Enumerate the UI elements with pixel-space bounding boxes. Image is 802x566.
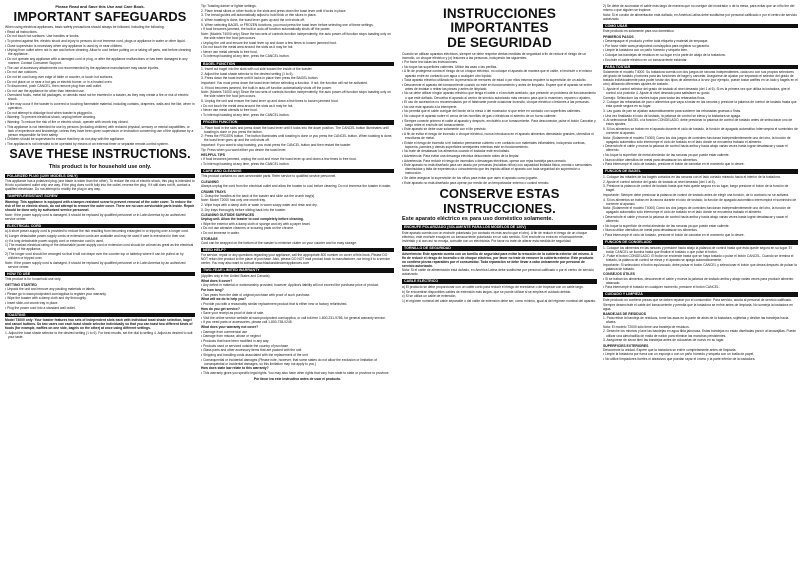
list-item: • Do not touch hot surfaces. Use handles or knobs.: [5, 34, 80, 39]
list-item: • No toque las superficies calientes. Utilice las asas o las perillas.: [402, 64, 498, 69]
how-to-use-text: This product is for household use only.: [5, 277, 62, 282]
spanish-tamper-heading: TORNILLO DE SEGURIDAD: [402, 246, 597, 251]
list-item: b) Se encuentran disponibles cables de extensión más largos, que se puede utilizar si se emplea el cuidado debido.: [402, 289, 572, 294]
list-item: • Do not let cord hang over edge of table or counter, or touch hot surfaces.: [5, 74, 114, 79]
safeguards-title: IMPORTANT SAFEGUARDS: [13, 9, 187, 24]
list-item: • Desempaque el producto y retire toda etiqueta y material de empaque.: [603, 38, 709, 43]
list-item: 1. Para retirar la bandeja de residuos, tome las asas en la parte de atrás de la tostadora, sujételas y deslice las bandejas hacia afuera.: [603, 316, 789, 325]
list-item: • Consequential or incidental damages (Please note, however, that some states do not allow the exclusion or limitation of consequential or incidental damages, so this limitation may not apply to you.): [201, 357, 377, 366]
list-item: • Nunca utilice utensilios de metal para desatascar los alimentos.: [603, 157, 698, 162]
list-item: • If food becomes jammed, unplug the cord and move the toast lever up and down a few times to free food.: [201, 157, 357, 162]
spanish-cord-list: [402, 285, 597, 303]
list-item: • Damage from commercial use: [201, 329, 248, 334]
list-item: • Para interrumpir el tostado en cualquier momento, presione el botón CANCEL.: [603, 285, 720, 290]
spanish-toast-heading: PARA TOSTAR: [603, 65, 798, 70]
list-item: 2. Adjust the toast shade selector to the desired setting (1 to 6).: [201, 71, 294, 76]
list-item: • Se debe asegurar la supervisión de los niños para evitar que usen el aparato como juguete.: [402, 176, 539, 181]
list-item: • Never use metal utensils to free food.: [201, 108, 258, 113]
spanish-care-text: Este producto no contiene piezas que se deben reparar por el consumidor. Para servicio, acuda al personal de servicio calificado.: [603, 297, 793, 302]
jam-notes: [201, 27, 394, 58]
list-item: • A fin de evitar el riesgo de incendio o choque eléctrico, nunca introduzca en el aparato alimentos demasiado grandes, utensilios ni envolturas de metal.: [402, 132, 594, 141]
list-item: 2. Pulse el botón CONGELADO. El botón se enciende hasta que se haya tostado o pulse el botón CANCEL. Cuando se termina el tostado, la palanca de control se eleva y el aparato se apaga automáticamente.: [603, 254, 794, 263]
spanish-toast-steps: [603, 87, 798, 166]
list-item: 2. Coloque las rebanadas de pan o alimentos que vaya a tostar en las ranuras y presione la palanca de control de tostado hasta que ésta quede segura en su lugar.: [603, 100, 797, 109]
list-item: • No utilice limpiadores fuertes ni abrasivos que puedan rayar el cromo y la parte inferior de la tostadora.: [603, 357, 756, 362]
list-item: • Limpie la tostadora con un paño húmedo y séquela bien.: [603, 48, 688, 53]
spanish-how-heading: CÓMO USAR: [603, 24, 798, 29]
spanish-save-title-line2: INSTRUCCIONES.: [443, 200, 556, 216]
list-item: Note: (Models T4000 only) Since the two sets of controls function independently, the auto power-off function stops toasting only on the side where the food jam occurs.: [201, 31, 391, 40]
spanish-tips-heading: CONSEJOS ÚTILES: [603, 272, 635, 277]
tamper-screw-text: Warning: This appliance is equipped with a tamper-resistant screw to prevent removal of the outer cover. To reduce the risk of fire or electric shock, do not attempt to remove the outer cover. There are no user-serviceable parts inside. Repair should be done only by authorized service personnel.: [5, 199, 195, 213]
spanish-care-text-2: Siempre desenchufe el cable del tomacorriente y permita que la tostadora se enfríe antes de limpiarla. No sumerja la tostadora en agua.: [603, 302, 793, 311]
crumb-trays-heading: CRUMB TRAYS: [201, 189, 226, 194]
warranty-a5: [201, 330, 394, 366]
list-item: • If food becomes jammed, the built-in auto-off function automatically shuts off the power.: [201, 27, 331, 32]
list-item: a) A short power-supply cord is provided to reduce the risk resulting from becoming entangled in or tripping over a longer cord.: [5, 229, 189, 234]
spanish-how-text: Este producto es solamente para uso doméstico.: [603, 29, 675, 34]
warranty-q4: How do you get service?: [201, 306, 240, 311]
spanish-frozen-steps: [603, 246, 798, 271]
list-item: • Coloque las bandejas de residuos en su lugar en la parte de abajo de la tostadora.: [603, 52, 726, 57]
warranty-q3: What will we do to help you?: [201, 297, 247, 302]
list-item: • This appliance is not intended for use by persons (including children) with reduced physical, sensory or mental capabilities, or lack of experience and knowledge, unless they have been given supervision or instruction concerning use of the appliance by a person responsible for their safety.: [5, 124, 194, 137]
list-item: • Do not immerse in water.: [201, 231, 240, 236]
list-item: 2. Press the FROZEN button. The button illuminates until toasting is done or you press the CANCEL button. When toasting is done, the toast lever goes up and the unit shuts off.: [201, 134, 393, 143]
list-item: • No coloque el aparato sobre ni cerca de las hornillas de gas o eléctricas ni adentro de un horno caliente.: [402, 114, 557, 119]
list-item: • Please go to www.prodprotect.com/applica to register your warranty.: [5, 291, 107, 296]
spanish-safeguards-list: [402, 60, 597, 185]
list-item: • Para interrumpir el ciclo de tostado, presione el botón de cancelar en el momento que lo desee.: [603, 162, 745, 167]
list-item: 3. Press down the toast lever until it locks in place then press the BAGEL button.: [201, 76, 319, 81]
list-item: • Do not operate any appliance with a damaged cord or plug, or after the appliance malfunctions or has been damaged in any manner. Contact Consumer Support.: [5, 56, 188, 65]
list-item: • Shipping and handling costs associated with the replacement of the unit: [201, 352, 308, 357]
list-item: • No use este aparato a la intemperie.: [402, 104, 458, 109]
warranty-a1: • Any defect in material or workmanship provided; however, Applica's liability will not exceed the purchase price of product.: [201, 283, 380, 288]
list-item: 1. Coloque los alimentos en las ranuras y presione hacia abajo la palanca de control hasta que ésta quede segura en su lugar. El botón CANCEL se ilumina hasta que finalice el tostado o que pulse el botón.: [603, 245, 792, 254]
list-item: • Do not touch the metal area around the slots as it may be hot.: [201, 45, 294, 50]
toasting-text: Model T4000 only: Your toaster features two sets of independent slots each with individual toast shade selection, bagel and cancel buttons. So two users can each toast shade selector individually so that you can toast two different kinds of foods (for example, waffles on one side, bagels on the other) at once using different settings.: [5, 318, 193, 331]
spanish-safeguards-column: [402, 4, 597, 304]
list-item: 5. Si los alimentos se traban en el aparato durante el ciclo de tostado, la función de apagado automático interrumpirá el suministro de corriente al aparato.: [603, 126, 798, 135]
spanish-bagel-steps: [603, 175, 798, 237]
care-heading: CARE AND CLEANING: [201, 169, 394, 174]
spanish-cord-note: Nota: Si el cordón de alimentación está dañado, en América Latina debe sustituirse por personal calificado o por el centro de servicio autorizado.: [603, 12, 798, 21]
tamper-screw-heading: TAMPER-RESISTANT SCREW: [5, 194, 195, 199]
list-item: • To interrupt toasting at any time, press the CANCEL button.: [201, 161, 290, 166]
list-item: • Desenchufe el cable y mueva la palanca de control hacia arriba y hacia abajo varias veces hasta lograr desatascar y sacar el alimento.: [603, 144, 788, 153]
electrical-cord-list: [5, 229, 195, 268]
list-item: c) Si se utiliza un cable de extensión,: [402, 294, 457, 299]
list-item: • Read all instructions.: [5, 29, 38, 34]
list-item: 1. Ajuste el control selector del grado de tostado al nivel deseado (del 1 al 6). Si es la primera vez que utiliza la tostadora, gire el control a la posición 4. Ajuste al nivel deseado para satisfacer su gusto.: [603, 86, 791, 95]
list-item: • Never use metal utensils to free food.: [201, 49, 258, 54]
list-item: Importante: Si seleccionó el botón equivocado, debe pulsar el botón CANCEL y seleccionar el botón que desea después de pulsar la palanca de tostado.: [603, 262, 797, 271]
list-item: 1) The marked electrical rating of the detachable power-supply cord or extension cord should be at least as great as the electrical rating of the appliance,: [5, 243, 194, 252]
top-note: Please Read and Save this Use and Care Book.: [55, 4, 145, 9]
getting-started-list: [5, 287, 195, 310]
polarized-plug-text: This appliance has a polarized plug (one blade is wider than the other). To reduce the risk of electric shock, this plug is intended to fit into a polarized outlet only one way. If the plug does not fit fully into the outlet, reverse the plug. If it still does not fit, contact a qualified electrician. Do not attempt to modify the plug in any way.: [5, 179, 195, 192]
list-item: • The appliance is not intended to be operated by means of an external timer or separate remote-control system.: [5, 142, 169, 147]
spanish-tips-list: [603, 277, 798, 290]
toasting-heading: TOASTING: [5, 313, 195, 318]
spanish-exterior-text: Desconecte la unidad. Espere que la tostadora se enfríe completamente antes de limpiarla.: [603, 347, 737, 352]
english-safeguards-column: [5, 4, 195, 340]
list-item: • A fin de protegerse contra el riesgo de un choque eléctrico, no coloque el aparato de manera que el cable, el enchufe o el mismo aparato entre en contacto con agua o cualquier otro líquido.: [402, 69, 592, 78]
list-item: • Si se traban los alimentos, desconecte el cable y mueva la palanca de tostado arriba y abajo varias veces para producir alimento atascado.: [603, 276, 794, 285]
list-item: Consejo: Seleccione los niveles bajos para tostar las rebanadas finas.: [603, 95, 706, 100]
spanish-care-heading: CUIDADO Y LIMPIEZA: [603, 292, 798, 297]
list-item: 4. Al seleccionar BAGEL o la función CONGELADO, debe presionar la palanca de control de tostado antes de seleccionar uno de estos ajustes.: [603, 118, 793, 127]
warranty-a3: • Provide you with a reasonably similar replacement product that is either new or factory refurbished.: [201, 301, 348, 306]
list-item: b) Longer detachable power-supply cords or extension cords are available and may be used if care is exercised in their use.: [5, 234, 186, 239]
spanish-trays-steps: [603, 316, 798, 342]
list-item: • Save your receipt as proof of date of sale.: [201, 311, 265, 316]
list-item: Tip: Press when you want either you desire the toast lever.: [201, 147, 287, 152]
list-item: 1. Place food in the slots and press down the toast lever until it locks into the down position. The CANCEL button illuminates until toasting is done or you press the button.: [201, 125, 389, 134]
storage-heading: STORAGE: [201, 236, 218, 241]
list-item: Nota: (Solamente el modelo T4000) Como los dos juegos de controles funcionan independientemente uno del otro, la función de apagado automático sólo interrumpe el ciclo de tostado en el lado donde se encuentra trabado el alimento.: [603, 135, 791, 144]
spanish-read-note: Por favor lea este instructivo antes de usar el producto.: [253, 376, 342, 381]
list-item: 1) el régimen nominal del cable separable o del cable de extensión debe ser, como mínimo, igual al del régimen nominal del aparato.: [402, 299, 597, 303]
list-item: • Advertencia: Para evitar una descarga eléctrica desconecte antes de la limpiar.: [402, 154, 520, 159]
list-item: • To interrupt toasting at any time, press the CANCEL button.: [201, 112, 290, 117]
list-item: 1. Adjust the toast shade selector to the desired setting (1 to 6). For best results, set the dial to setting 4. Adjust as desired to suit your taste.: [5, 330, 193, 339]
list-item: • Do not use outdoors.: [5, 70, 38, 75]
list-item: • Limpie la tostadora por fuera con un esponja o con un paño húmedo y séquela con un toalla de papel.: [603, 352, 755, 357]
spanish-cord-heading: CABLE ELÉCTRICO: [402, 279, 597, 284]
spanish-first-steps-list: [603, 39, 798, 62]
list-item: • Do not place on or near a hot gas or electric burner, or in a heated oven.: [5, 79, 113, 84]
list-item: • Por favor visite www.prodprotect.com/applica para registrar su garantía.: [603, 43, 710, 48]
list-item: Note: If the power supply cord is damaged, it should be replaced by qualified personnel or in Latin America by an authorized service center.: [5, 260, 186, 269]
list-item: • Close supervision is necessary when any appliance is used by or near children.: [5, 43, 123, 48]
list-item: 3. Asegúrese de secar bien las bandejas antes de colocarlas de nuevo en su lugar.: [603, 338, 725, 343]
list-item: 1. Grasp the handles at the back of the toaster and slide out the crumb tray(s).: [201, 193, 316, 198]
toasting-tip: Tip: Toasting darker or lighter settings.: [201, 4, 257, 8]
list-item: • Unplug the unit and ensure the toast lever up and down a few times to loosen jammed food.: [201, 40, 337, 45]
cleaning-heading: CLEANING: [201, 179, 219, 184]
bagel-heading: BAGEL FUNCTION: [201, 62, 394, 67]
list-item: • To protect against fire, electric shock and injury to persons do not immerse cord, plugs or appliance in water or other liquid.: [5, 38, 186, 43]
spanish-tamper-text: Advertencia: Este aparato cuenta con un tornillo de seguridad para evitar la remoción de la cubierta exterior del mismo. A fin de reducir el riesgo de incendio o de choque eléctrico, por favor no trate de remover la cubierta exterior. Este producto no contiene piezas reparables por el consumidor. Toda reparación se debe llevar a cabo únicamente por personal de servicio autorizado.: [402, 251, 594, 268]
list-item: 3. The bread guides will automatically adjust to hold thick or thin slices in place.: [201, 13, 317, 18]
list-item: Importante: Siempre debe presionar la palanca de control de tostado antes de elegir una función, de lo contrario no se activará.: [603, 192, 790, 197]
need-help-heading: NEED HELP?: [201, 248, 394, 253]
list-item: • Este aparato no está diseñado para ser usado por personas (incluidas niños) con capacidad limitada física, mental o sensoriales disminuidas y falta de experiencia o conocimiento que les impida utilizar el aparato con toda seguridad sin supervisión o instrucción.: [402, 163, 592, 176]
list-item: • Desconecte el aparato del tomacorriente cuando no esté en funcionamiento y antes de limpiarlo. Espere que el aparato se enfríe antes de instalar o retirar las piezas y antes de limpiarlo.: [402, 82, 593, 91]
frozen-heading: FROZEN FUNCTION: [201, 120, 394, 125]
list-item: • Para interrumpir el ciclo de tostado, presione el botón de cancelar en el momento que lo desee.: [603, 232, 745, 237]
list-item: • No toque la superficie de metal alrededor de las ranuras ya que puede estar caliente.: [603, 223, 730, 228]
list-item: a) El producto se debe proporcionar con un cable corto para reducir el riesgo de enredarse o de tropezar con un cable largo.: [402, 285, 584, 290]
list-item: • Enchufe el cable eléctrico en un tomacorriente estándar.: [603, 57, 688, 62]
list-item: • A fire may occur if the toaster is covered or touching flammable material, including curtains, draperies, walls and the like, when in operation.: [5, 102, 195, 111]
list-item: • To disconnect, push CANCEL, then remove plug from wall outlet.: [5, 84, 102, 89]
list-item: • No permita que el cable cuelgue del borde de la mesa o del mostrador ni que entre en contacto con superficies calientes.: [402, 109, 581, 114]
spanish-exterior-heading: SUPERFICIES EXTERIORES: [603, 343, 649, 348]
safeguards-list: [5, 30, 195, 147]
spanish-title-line1: INSTRUCCIONES IMPORTANTES: [442, 6, 557, 35]
list-item: 1. Coloque las mitades de los bagels cortados en las ranuras con el lado cortado mirando hacia el interior de la tostadora.: [603, 174, 781, 179]
warranty-a6: • This warranty gives you specific legal rights. You may also have other rights that vary from state to state or province to province.: [201, 370, 390, 375]
list-item: • Do not touch the metal area around the slots as it may be hot.: [201, 103, 294, 108]
list-item: • Unpack the unit and remove any packing materials or labels.: [5, 286, 96, 291]
list-item: 3. Dry trays thoroughly before sliding back into the toaster.: [201, 207, 287, 212]
list-item: Important: You must press down the toast lever before selecting a function. If not, the function will not be activated.: [201, 81, 368, 86]
toasting-steps: [5, 331, 195, 339]
list-item: • No se debe utilizar ningún aparato eléctrico que tenga el cable o el enchufe averiado, que presente un problema de funcionamiento o que esté dañado. Devuelva el aparato al centro de servicio autorizado más cercano para que lo examinen, reparen o ajusten.: [402, 91, 596, 100]
storage-text: Cord can be wrapped on the bottom of the toaster to minimize clutter on your counter and for easy storage.: [201, 240, 357, 245]
list-item: • Do not attempt to dislodge food when toaster is plugged in.: [5, 110, 94, 115]
household-note: This product is for household use only.: [48, 164, 152, 171]
list-item: • Advertencia: Para reducir el riesgo de incendios o descargas eléctricas, operar con rejas bandeja para cerrado.: [402, 158, 567, 163]
tamper-screw-note: Note: If the power supply cord is damaged, it should be replaced by qualified personnel or in Latin America by an authorized service center.: [5, 212, 186, 221]
list-item: • Wipe the exterior with a damp cloth or sponge and dry with a paper towel.: [201, 221, 311, 226]
polarized-plug-heading: POLARIZED PLUG (120V MODELS ONLY): [5, 174, 195, 179]
list-item: Nota: (Solamente el modelo T4000) Como los dos juegos de controles funcionan independientemente uno del otro, la función de apagado automático sólo interrumpe el ciclo de tostado en el lado donde se encuentra trabado el alimento.: [603, 206, 791, 215]
list-item: 4. When toasting is done, the toast lever goes up and the unit shuts off.: [201, 17, 305, 22]
list-item: 4. If food becomes jammed, the built-in auto-off function automatically shuts off the power.: [201, 85, 332, 90]
list-item: 2. Wipe trays with a damp cloth or wash in warm soapy water and rinse and dry.: [201, 202, 318, 207]
list-item: 4. Si los alimentos se traban en la ranura durante el ciclo de tostado, la función de apagado automático interrumpirá el suministro de corriente al aparato.: [603, 197, 797, 206]
list-item: • Por favor lea todas las instrucciones.: [402, 60, 458, 65]
list-item: 2. Place bread slices or other foods in the slots and press down the toast lever until it locks in place.: [201, 8, 347, 13]
how-to-use-heading: HOW TO USE: [5, 272, 195, 277]
list-item: Important: If you want to stop toasting, you must press the CANCEL button and then restart the toaster.: [201, 142, 352, 147]
electrical-cord-heading: ELECTRICAL CORD: [5, 224, 195, 229]
spanish-toast-text: Solamente el modelo T4000: Su tostadora cuenta con dos juegos de ranuras independientes, cada uno con sus propios selectores del grado de tostado y botones para las funciones de bagel y cancelar. Asegúrese de ajustar por separado el selector del grado de tostado individualmente para poder tostar dos tipos de alimentos a la vez (por ejemplo, puede tostar waffles en un lado y bagels en el otro) utilizando diferentes ajustes de tostado.: [603, 70, 798, 87]
warranty-q6: How does state law relate to this warranty?: [201, 366, 269, 371]
list-item: • Products that have been modified in any way: [201, 339, 269, 343]
getting-started-heading: GETTING STARTED: [5, 282, 37, 287]
list-item: 3. Presione la palanca de control de tostado hasta que ésta quede segura en su lugar, luego presione el botón de la función de bagel.: [603, 184, 789, 193]
list-item: 3. Las guías de pan se ajustan automáticamente para sostener las rebanadas gruesas o finas.: [603, 108, 742, 113]
list-item: • The use of accessory attachments not recommended by the appliance manufacturer may cause injuries.: [5, 65, 160, 70]
list-item: • Toda aparato eléctrico utilizado en la presencia de menores de edad o por ellos mismos requiere la supervisión de un adulto.: [402, 78, 587, 83]
spanish-trays-heading: BANDEJAS DE RESIDUOS: [603, 312, 646, 317]
list-item: • Una vez finalizado el ciclo de tostado, la palanca de control se eleva y la tostadora se apaga.: [603, 113, 741, 118]
english-usage-column: [201, 4, 394, 381]
list-item: Note: (Models T4000 only) Since the two sets of controls function independently, the auto power-off function stops toasting only on the side where the food jam occurs.: [201, 90, 391, 99]
list-item: • Wipe the toaster with a damp cloth and dry thoroughly.: [5, 296, 87, 301]
list-item: • Plug the power cord into a standard wall outlet.: [5, 305, 76, 310]
need-help-text: For service, repair or any questions regarding your appliance, call the appropriate 800 number on cover of this book. Please DO NOT return the product to the place of purchase. Also, please DO NOT mail product back to manufacturer, nor bring it to a service center. You may also want to consult www.blackanddeckerappliances.com: [201, 253, 390, 266]
list-item: • El uso de accesorios no recomendados por el fabricante puede ocasionar incendio, choque eléctrico o lesiones a las personas.: [402, 100, 590, 105]
outside-surfaces-list: [201, 222, 394, 235]
save-instructions-title: SAVE THESE INSTRUCTIONS.: [9, 147, 191, 162]
list-item: • To interrupt toasting at any time, press the CANCEL button.: [201, 54, 290, 59]
list-item: • Existe el riesgo de incendio si el tostador permanece cubierto o en contacto con materiales inflamables, incluyendo cortinas, tapicería, paredes y demás superficies semejantes mientras esté en funcionamiento.: [402, 140, 586, 149]
list-item: • Products used or serviced outside the country of purchase: [201, 343, 289, 348]
list-item: • Warning: To reduce the risk of fire or electric shock, operate with crumb tray closed.: [5, 120, 129, 125]
bagel-steps: [201, 67, 394, 117]
list-item: 2. Deseche los mismos y lave las bandejas en agua tibia jabonosa. Estas bandejas no están diseñadas para ir al lavavajillas. Puede utilizar una almohadilla de malla de nailon para eliminar las manchas persistentes.: [603, 329, 796, 338]
helpful-tips-list: [201, 157, 394, 166]
list-item: 5. When selecting BAGEL or FROZEN functions, you must press the toast lever before selecting one of these settings.: [201, 22, 374, 27]
spanish-bagel-heading: FUNCIÓN DE BAGEL: [603, 169, 798, 174]
list-item: • Children should be supervised to ensure that they do not play with the appliance.: [5, 137, 125, 142]
toasting-steps-continued: [201, 9, 394, 27]
list-item: c) If a long detachable power-supply cord or extension cord is used,: [5, 238, 104, 243]
warranty-a4: [201, 311, 394, 324]
list-item: • No toque la superficie de metal alrededor de las ranuras ya que puede estar caliente.: [603, 153, 730, 157]
spanish-household-note: Este aparato eléctrico es para uso doméstico solamente.: [402, 215, 554, 222]
helpful-tips-heading: HELPFUL TIPS: [201, 153, 226, 158]
list-item: Nota: El modelo T2000 sólo tiene una bandeja de residuos.: [603, 324, 690, 329]
list-item: 5. Unplug the unit and ensure the toast lever up and down a few times to loosen jammed food.: [201, 98, 339, 103]
list-item: • Nunca utilice utensilios de metal para desatascar los alimentos.: [603, 228, 698, 233]
spanish-frozen-heading: FUNCIÓN DE CONGELADO: [603, 240, 798, 245]
list-item: • Do not use abrasive cleaners or scouring pads on the chrome.: [201, 226, 294, 231]
spanish-title-line2: DE SEGURIDAD: [447, 35, 552, 50]
spanish-intro: Cuando se utilizan aparatos eléctricos, siempre se debe respetar ciertas medidas de seguridad a fin de reducir el riesgo de un incendio, un choque eléctrico y (o) lesiones a las personas, incluyendo las siguientes:: [402, 51, 587, 60]
list-item: • Damage from misuse, abuse or neglect: [201, 334, 261, 339]
spanish-usage-column: [603, 4, 798, 362]
frozen-steps: [201, 126, 394, 152]
crumb-trays-steps: [201, 194, 394, 212]
list-item: • If you need parts or accessories, please call 1-800-738-0245.: [201, 320, 293, 325]
list-item: • Este aparato se debe usar solamente con el fin previsto.: [402, 127, 487, 132]
list-item: • Oversized foods, metal foil packages, or utensils must not be inserted in a toaster, as they may create a fire or risk of electric shock.: [5, 93, 189, 102]
spanish-first-steps-heading: PRIMEROS PASOS: [603, 34, 634, 39]
list-item: • Siempre conecte primero el cable al aparato y después, enchúfelo a un tomacorriente. Para desconectar, pulse el botón Cancelar y luego retire el enchufe del tomacorriente.: [402, 118, 596, 127]
list-item: • Unplug from outlet when not in use and before cleaning. Allow to cool before putting on or taking off parts, and before cleaning the appliance.: [5, 48, 191, 57]
warranty-q1: What does it cover?: [201, 278, 233, 283]
spanish-cord-continued: 2) Se debe de acomodar el cable más largo de manera que no cuelgue del mostrador o de la mesa, para evitar que un niño tire del mismo o que alguien se tropiece.: [603, 4, 795, 13]
safeguards-intro: When using electrical appliances, basic safety precautions should always be followed, including the following:: [5, 25, 165, 29]
list-item: • No trate de desatascar los alimentos cuando el tostador esté enchufado.: [402, 149, 511, 154]
list-item: • Desenchufe el cable y mueva la palanca de control hacia arriba y hacia abajo varias veces hasta lograr desatascar y sacar el alimento.: [603, 214, 788, 223]
outside-surfaces-text: Unplug unit. Allow the toaster to cool completely before cleaning.: [201, 217, 304, 222]
warranty-q2: For how long?: [201, 287, 224, 292]
care-text: This product contains no user-serviceable parts. Refer service to qualified service personnel.: [201, 174, 337, 179]
list-item: 1. Insert cut bagel into the slots with cut side toward the inside of the toaster.: [201, 67, 313, 72]
list-item: • Glass parts and other accessory items that are packed with the unit: [201, 348, 302, 353]
spanish-save-title-line1: CONSERVE ESTAS: [439, 185, 560, 201]
warranty-heading: TWO-YEAR LIMITED WARRANTY: [201, 268, 394, 273]
list-item: 2. Ajuste el control selector del grado de tostado al nivel deseado (del 1 al 6).: [603, 179, 716, 184]
spanish-polarized-text: Este aparato cuenta con un enchufe polarizado (un contacto es más ancho que el otro). A fin de reducir el riesgo de un choque eléctrico, este enchufe encaja en un tomacorriente polarizado en un solo sentido. Si el enchufe no entra en el tomacorriente, inviértalo y si aun así no encaja, consulte con un electricista. Por favor no trate de alterar esta medida de seguridad.: [402, 230, 588, 243]
spanish-polarized-heading: ENCHUFE POLARIZADO (SOLAMENTE PARA LOS MODELOS DE 120V): [402, 225, 597, 230]
list-item: 2) The longer cord should be arranged so that it will not drape over the counter top or tabletop where it can be pulled on by children or tripped over.: [5, 252, 184, 261]
list-item: • Insert slide-out crumb tray in place.: [5, 300, 59, 305]
warranty-q5: What does your warranty not cover?: [201, 325, 259, 330]
warranty-subheading: (Applies only in the United States and Canada): [201, 274, 270, 279]
spanish-exterior-list: [603, 352, 798, 361]
list-item: • Visit the online service website at www.prodprotect.com/applica, or call toll-free 1-800-231-9786, for general warranty service.: [201, 315, 386, 320]
cleaning-text: Always unplug the cord from the electrical outlet and allow the toaster to cool before cleaning. Do not immerse the toaster in water.: [201, 184, 392, 189]
list-item: • Do not use the appliance for other than intended use.: [5, 88, 85, 93]
warranty-a2: • Two years from the date of original purchase with proof of such purchase.: [201, 292, 311, 297]
outside-surfaces-heading: CLEANING OUTSIDE SURFACES: [201, 213, 255, 218]
list-item: • Warning: To prevent electrical shock, unplug before cleaning.: [5, 115, 96, 120]
list-item: • Este aparato no está diseñado para operar por medio de un temporizador externo o control remoto.: [402, 180, 550, 185]
spanish-tamper-note: Nota: Si el cable de alimentación está dañado, en América Latina debe sustituirse por personal calificado o por el centro de servicio autorizado.: [402, 268, 594, 277]
list-item: Note: Model T2000 has only one crumb tray.: [201, 198, 266, 203]
